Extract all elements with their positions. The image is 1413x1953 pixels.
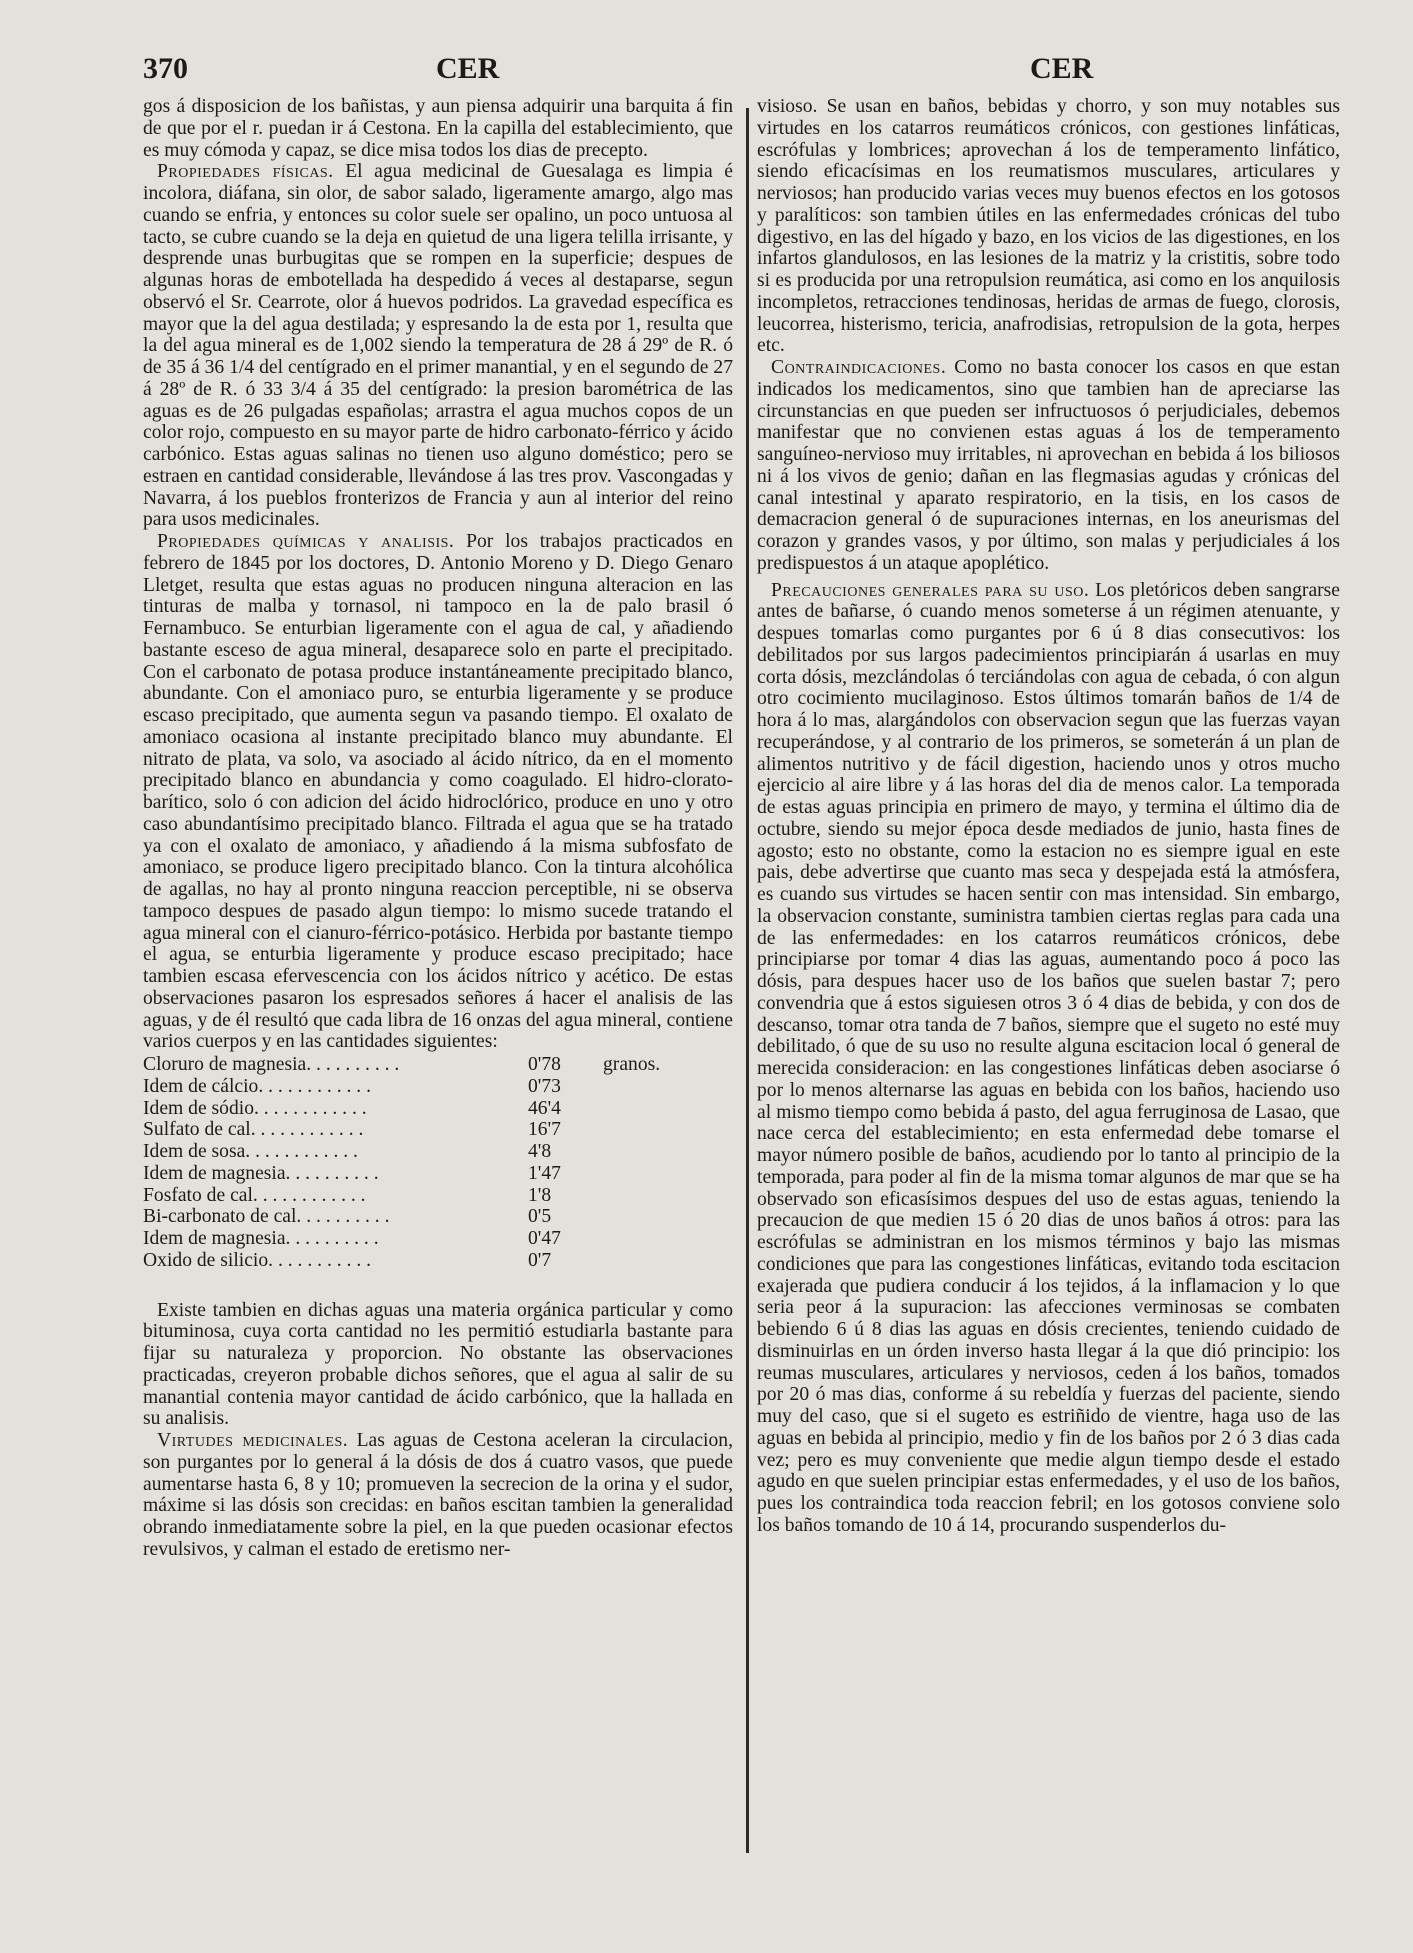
quantity-unit bbox=[603, 1228, 733, 1250]
paragraph-virtudes-medicinales bbox=[143, 1430, 733, 1561]
compound-quantity: 1'8 bbox=[528, 1184, 552, 1206]
compound-quantity: 0'78 bbox=[528, 1054, 561, 1075]
compound-quantity: 46'4 bbox=[528, 1097, 561, 1119]
quantity-unit bbox=[603, 1185, 733, 1207]
compound-quantity: 0'73 bbox=[528, 1075, 561, 1097]
paragraph-materia-organica: Existe tambien en dichas aguas una materia orgánica particular y como bituminosa, cuya corta cantidad no les permitió estudiarla bastante para fijar su naturaleza y proporcion. No obstante las observaciones practicadas, creyeron probable dichos señores, que el agua al salir de su manantial contenia mayor cantidad de ácido carbónico, que la hallada en su analisis. bbox=[143, 1299, 733, 1430]
quantity-unit bbox=[603, 1098, 733, 1120]
paragraph-text: Las aguas de Cestona aceleran la circulacion, son purgantes por lo general á la dósis de dos á cuatro vasos, que puede aumentarse hasta 6, 8 y 10; promueven la secrecion de la orina y el sudor, máxime si las dósis son crecidas: en baños escitan tambien la generalidad obrando inmediatamente sobre la piel, en la que pueden ocasionar efectos revulsivos, y calman el estado de eretismo ner- bbox=[143, 1430, 733, 1560]
composition-row bbox=[143, 1054, 733, 1076]
section-heading: Propiedades químicas y analisis. bbox=[157, 531, 455, 552]
paragraph-propiedades-quimicas bbox=[143, 531, 733, 1053]
composition-row bbox=[143, 1185, 733, 1207]
paragraph-continuation: gos á disposicion de los bañistas, y aun piensa adquirir una barquita á fin de que por el r. puedan ir á Cestona. En la capilla del establecimiento, que es muy cómoda y capaz, se dice misa todos los dias de precepto. bbox=[143, 96, 733, 161]
section-heading: Precauciones generales para su uso. bbox=[771, 579, 1090, 601]
paragraph-text: El agua medicinal de Guesalaga es limpia é incolora, diáfana, sin olor, de sabor salado, ligeramente amargo, algo mas cuando se enfria, y entonces su color suele ser opalino, un poco untuosa al tacto, se cubre cuando se la deja en quietud de una ligera telilla irrisante, y desprende unas burbugitas que se rompen en la superficie; despues de algunas horas de embotellada ha despedido á veces al destaparse, segun observó el Sr. Cearrote, olor á huevos podridos. La gravedad específica es mayor que la del agua destilada; y espresando la de esta por 1, resulta que la del agua mineral es de 1,002 siendo la temperatura de 28 á 29º de R. ó de 35 á 36 1/4 del centígrado en el primer manantial, y en el segundo de 27 á 28º de R. ó 33 3/4 á 35 del centígrado: la presion barométrica de las aguas es de 26 pulgadas españolas; arrastra el agua muchos copos de un color rojo, compuesto en su mayor parte de hidro carbonato-férrico y ácido carbónico. Estas aguas salinas no tienen uso alguno doméstico; pero se estraen en cantidad considerable, llevándose á las tres prov. Vascongadas y Navarra, á los pueblos fronterizos de Francia y aun al interior del reino para usos medicinales. bbox=[143, 161, 734, 531]
section-heading: Virtudes medicinales. bbox=[157, 1430, 349, 1451]
paragraph-text: Por los trabajos practicados en febrero de 1845 por los doctores, D. Antonio Moreno y D. Diego Genaro Lletget, resulta que estas aguas no producen ninguna alteracion en las tinturas de malba y tornasol, ni tampoco en la de palo brasil ó Fernambuco. Se enturbian ligeramente con el agua de cal, y añadiendo bastante esceso de agua mineral, desaparece solo en parte el precipitado. Con el carbonato de potasa produce instantáneamente precipitado blanco, abundante. Con el amoniaco puro, se enturbia ligeramente y se produce escaso precipitado, que aumenta segun va pasando tiempo. El oxalato de amoniaco ocasiona al instante precipitado blanco muy abundante. El nitrato de plata, va solo, va asociado al ácido nítrico, da en el momento precipitado blanco en abundancia y como coagulado. El hidro-clorato-barítico, solo ó con adicion del ácido hidroclórico, produce en uno y otro caso abundantísimo precipitado blanco. Filtrada el agua que se ha tratado ya con el oxalato de amoniaco, y añadiendo á la misma subfosfato de amoniaco, se produce ligero precipitado blanco. Con la tintura alcohólica de agallas, no hay al pronto ninguna reaccion perceptible, ni se observa tampoco despues de pasado algun tiempo: lo mismo sucede tratando el agua mineral con el cianuro-férrico-potásico. Herbida por bastante tiempo el agua, se enturbia ligeramente y produce escaso precipitado; hace tambien escasa efervescencia con los ácidos nítrico y acético. De estas observaciones pasaron los espresados señores á hacer el analisis de las aguas, y de él resultó que cada libra de 16 onzas del agua mineral, contiene varios cuerpos y en las cantidades siguientes: bbox=[143, 531, 733, 1053]
compound-name: Idem de cálcio. . . . . . . . . . . . bbox=[143, 1075, 371, 1097]
compound-name: Idem de magnesia. . . . . . . . . . bbox=[143, 1228, 379, 1249]
paragraph-text: Los pletóricos deben sangrarse antes de bañarse, ó cuando menos someterse á un régimen atenuante, y despues tomarlas como purgantes por 6 ú 8 dias consecutivos: los debilitados por sus largos padecimientos principiarán á usarlas en muy corta dósis, mezclándolas ó terciándolas con agua de cebada, ó con algun otro cocimiento mucilaginoso. Estos últimos tomarán baños de 1/4 de hora á lo mas, alargándolos con observacion segun que las fuerzas vayan recuperándose, y al contrario de los primeros, se someterán á un plan de alimentos nutritivo y de fácil digestion, haciendo unos y otros mucho ejercicio al aire libre y á las horas del dia de menos calor. La temporada de estas aguas principia en primero de mayo, y termina el último dia de octubre, siendo su mejor época desde mediados de junio, hasta fines de agosto; esto no obstante, como la estacion no es siempre igual en este pais, debe advertirse que cuanto mas seca y despejada está la atmósfera, es cuando sus virtudes se hacen sentir con mas intensidad. Sin embargo, la observacion constante, suministra tambien ciertas reglas para cada una de las enfermedades: en los catarros reumáticos crónicos, debe principiarse por tomar 4 dias las aguas, aumentando poco á poco las dósis, para despues hacer uso de los baños que suelen bastar 7; pero convendria que á estos siguiesen otros 3 ó 4 dias de bebida, y con dos de descanso, tomar otra tanda de 7 baños, siempre que el sugeto no esté muy debilitado, ó que de su uso no resulte alguna escitacion local ó general de merecida consideracion: en las congestiones linfáticas deben asociarse ó por lo menos alternarse las aguas en bebida con los baños, haciendo uso al mismo tiempo como bebida á pasto, del agua ferruginosa de Lasao, que nace cerca del establecimiento; en esta enfermedad debe tomarse el mayor número posible de baños, acudiendo por lo tanto al principio de la temporada, para poder al fin de la misma tomar algunos de mar que se ha observado son eficasísimos despues del uso de estas aguas, teniendo la precaucion de que medien 15 ó 20 dias de unos baños á otros: para las escrófulas se administran en los mismos términos y bajo las mismas condiciones que para las congestiones linfáticas, evitando toda escitacion exajerada que pudiera conducir á los tejidos, á la inflamacion y lo que seria peor á la supuracion: las afecciones verminosas se combaten bebiendo 6 ú 8 dias las aguas en dósis crecientes, teniendo cuidado de disminuirlas en un órden inverso hasta llegar á la que dió principio: los reumas musculares, articulares y nerviosos, ceden á los baños, tomados por 20 ó mas dias, conforme á su rebeldía y fuerzas del paciente, siendo muy del caso, que si el sugeto es estriñido de vientre, haga uso de las aguas en bebida al principio, medio y fin de los baños por 2 ó 3 dias cada vez; pero es muy conveniente que medie algun tiempo desde el estado agudo en que suelen principiar estas enfermedades, y el uso de los baños, pues los contraindica toda reaccion febril; en los gotosos conviene solo los baños tomando de 10 á 14, procurando suspenderlos du- bbox=[757, 579, 1340, 1536]
composition-row bbox=[143, 1076, 733, 1098]
paragraph-propiedades-fisicas bbox=[143, 161, 733, 531]
compound-name: Bi-carbonato de cal. . . . . . . . . . bbox=[143, 1206, 390, 1228]
left-column bbox=[143, 96, 733, 1561]
compound-name: Cloruro de magnesia. . . . . . . . . . bbox=[143, 1054, 400, 1075]
compound-name: Idem de magnesia. . . . . . . . . . bbox=[143, 1162, 379, 1184]
page-header bbox=[0, 52, 1413, 92]
quantity-unit: granos. bbox=[603, 1054, 661, 1075]
compound-quantity: 1'47 bbox=[528, 1162, 561, 1184]
compound-quantity: 0'47 bbox=[528, 1228, 561, 1249]
quantity-unit bbox=[603, 1076, 733, 1098]
paragraph-precauciones bbox=[757, 580, 1340, 1537]
right-column bbox=[757, 96, 1340, 1537]
composition-table bbox=[143, 1054, 733, 1272]
paragraph-continuation: visioso. Se usan en baños, bebidas y chorro, y son muy notables sus virtudes en los catarros reumáticos crónicos, con gestiones linfáticas, escrófulas y lombrices; aprovechan á los de temperamento linfático, siendo eficacísimas en los reumatismos musculares, articulares y nerviosos; han producido varias veces muy buenos efectos en los gotosos y paralíticos: son tambien útiles en las enfermedades crónicas del tubo digestivo, en las del hígado y bazo, en los vicios de las digestiones, en los infartos glandulosos, en las lesiones de la matriz y la cristitis, sobre todo si es producida por una retropulsion reumática, asi como en los anquilosis incompletos, retracciones tendinosas, heridas de armas de fuego, clorosis, leucorrea, histerismo, tericia, anafrodisias, retropulsion de la gota, herpes etc. bbox=[757, 96, 1340, 357]
running-head-left: CER bbox=[436, 52, 500, 85]
compound-quantity: 4'8 bbox=[528, 1141, 552, 1162]
composition-row bbox=[143, 1228, 733, 1250]
compound-name: Idem de sosa. . . . . . . . . . . . bbox=[143, 1141, 358, 1162]
paragraph-contraindicaciones bbox=[757, 357, 1340, 575]
composition-row bbox=[143, 1163, 733, 1185]
paragraph-text: Como no basta conocer los casos en que estan indicados los medicamentos, sino que tambien han de apreciarse las circunstancias en que pueden ser infructuosos ó perjudiciales, debemos manifestar que no convienen estas aguas á los de temperamento sanguíneo-nervioso muy irritables, ni aprovechan en bebida á los biliosos ni á los vivos de genio; dañan en las flegmasias agudas y crónicas del canal intestinal y aparato respiratorio, en la tisis, en los casos de demacracion general ó de supuraciones internas, en los aneurismas del corazon y grandes vasos, y por último, son malas y perjudiciales á los predispuestos á un ataque apoplético. bbox=[757, 357, 1340, 574]
column-divider bbox=[746, 108, 749, 1853]
compound-name: Idem de sódio. . . . . . . . . . . . bbox=[143, 1097, 367, 1119]
quantity-unit bbox=[603, 1163, 733, 1185]
page-number: 370 bbox=[143, 52, 188, 85]
compound-quantity: 0'7 bbox=[528, 1249, 552, 1271]
compound-quantity: 16'7 bbox=[528, 1119, 561, 1141]
composition-row bbox=[143, 1098, 733, 1120]
quantity-unit bbox=[603, 1206, 733, 1228]
composition-row bbox=[143, 1119, 733, 1141]
section-heading: Contraindicaciones. bbox=[771, 357, 947, 378]
compound-name: Fosfato de cal. . . . . . . . . . . . bbox=[143, 1184, 366, 1206]
compound-name: Oxido de silicio. . . . . . . . . . . bbox=[143, 1249, 372, 1271]
quantity-unit bbox=[603, 1141, 733, 1163]
section-heading: Propiedades físicas. bbox=[157, 161, 334, 183]
compound-name: Sulfato de cal. . . . . . . . . . . . bbox=[143, 1119, 364, 1141]
composition-row bbox=[143, 1206, 733, 1228]
running-head-right: CER bbox=[1030, 52, 1094, 85]
compound-quantity: 0'5 bbox=[528, 1206, 552, 1228]
composition-row bbox=[143, 1250, 733, 1272]
quantity-unit bbox=[603, 1250, 733, 1272]
composition-row bbox=[143, 1141, 733, 1163]
quantity-unit bbox=[603, 1119, 733, 1141]
